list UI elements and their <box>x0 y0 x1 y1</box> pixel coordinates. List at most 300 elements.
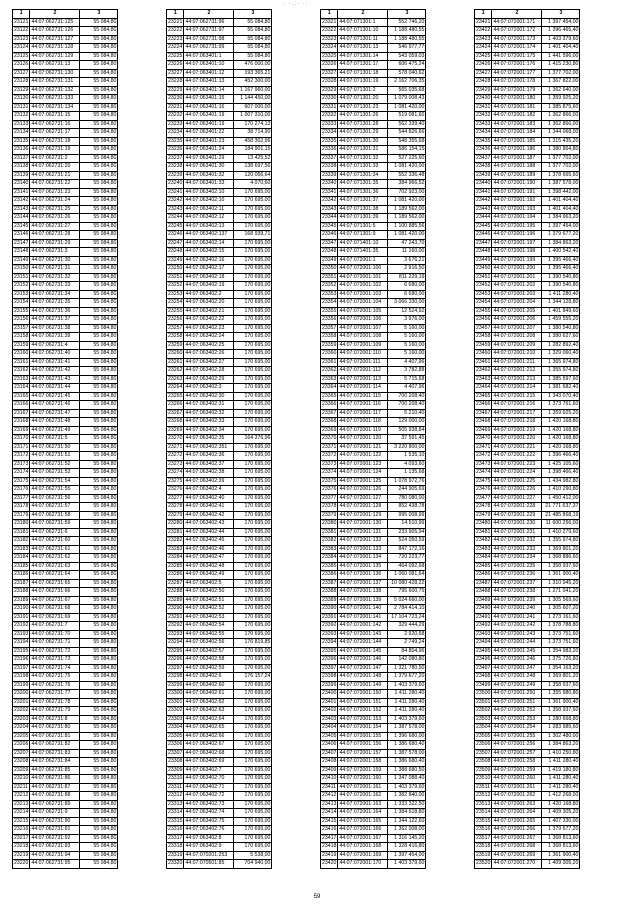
table-row <box>321 741 426 750</box>
row-number: 23518 <box>476 843 491 849</box>
cadastral-value: 55 084,80 <box>80 562 118 571</box>
row-number: 23348 <box>322 248 337 254</box>
row-number: 23331 <box>322 103 337 110</box>
column-header-row <box>13 10 118 19</box>
cadastral-number: 44:07:062731:2 <box>30 154 80 163</box>
table-row <box>167 613 272 622</box>
row-number: 23349 <box>322 256 337 263</box>
table-row <box>475 520 580 529</box>
table-row <box>475 426 580 435</box>
row-number: 23387 <box>322 579 337 586</box>
cadastral-value: 1 329 060,40 <box>542 350 580 359</box>
cadastral-number: 44:07:062731:45 <box>30 392 80 401</box>
cadastral-number: 44:07:062731:8 <box>30 715 80 724</box>
cadastral-value: 55 084,80 <box>80 61 118 70</box>
cadastral-number: 44:07:062731:13 <box>30 61 80 70</box>
cadastral-value: 170 695,00 <box>234 834 272 843</box>
row-number: 23417 <box>322 834 337 841</box>
row-number: 23308 <box>168 758 183 764</box>
cadastral-number: 44:07:062731:131 <box>30 78 80 87</box>
table-row <box>167 137 272 146</box>
cadastral-value: 55 084,80 <box>80 647 118 656</box>
table-row <box>475 698 580 707</box>
cadastral-value: 1 355 974,80 <box>542 537 580 546</box>
cadastral-number: 44:07:072001:266 <box>492 826 542 835</box>
cadastral-number: 44:07:072001:179 <box>492 86 542 95</box>
row-number: 23185 <box>14 562 29 569</box>
cadastral-number: 44:07:072001:175 <box>492 52 542 61</box>
row-number: 23320 <box>168 860 183 866</box>
row-number: 23298 <box>168 673 183 679</box>
row-number: 23225 <box>168 52 183 59</box>
row-number: 23302 <box>168 707 183 713</box>
cadastral-number: 44:07:062731:132 <box>30 86 80 95</box>
table-row <box>475 418 580 427</box>
cadastral-value: 562 339,40 <box>388 120 426 129</box>
cadastral-number: 44:07:071301:34 <box>338 171 388 180</box>
cadastral-number: 44:07:063402:137 <box>184 231 234 240</box>
table-body <box>475 10 580 869</box>
cadastral-number: 44:07:072001:212 <box>492 367 542 376</box>
cadastral-value: 55 084,80 <box>80 435 118 444</box>
table-row <box>13 817 118 826</box>
row-number: 23426 <box>476 61 491 67</box>
cadastral-number: 44:07:063402:15 <box>184 248 234 257</box>
row-number: 23399 <box>322 681 337 688</box>
cadastral-value: 170 695,00 <box>234 358 272 367</box>
cadastral-value: 1 358 937,60 <box>542 681 580 690</box>
cadastral-value: 55 084,80 <box>80 698 118 707</box>
table-row <box>167 681 272 690</box>
cadastral-value: 170 695,00 <box>234 741 272 750</box>
row-number: 23272 <box>168 452 183 458</box>
row-number: 23365 <box>322 392 337 399</box>
cadastral-number: 44:07:063402:39 <box>184 477 234 486</box>
cadastral-number: 44:07:063402:52 <box>184 605 234 614</box>
cadastral-number: 44:07:063402:47 <box>184 554 234 563</box>
table-row <box>321 44 426 53</box>
cadastral-value: 1 344 068,00 <box>542 129 580 138</box>
cadastral-number: 44:07:062731:78 <box>30 698 80 707</box>
table-row <box>475 146 580 155</box>
cadastral-number: 44:07:063401:22 <box>184 129 234 138</box>
cadastral-value: 1 380 540,80 <box>542 324 580 333</box>
cadastral-number: 44:07:063401:10 <box>184 61 234 70</box>
cadastral-value: 55 084,80 <box>80 783 118 792</box>
row-number: 23367 <box>322 409 337 416</box>
row-number: 23291 <box>168 613 183 620</box>
table-row <box>167 222 272 231</box>
cadastral-number: 44:07:063402:67 <box>184 741 234 750</box>
cadastral-number: 44:07:062731:76 <box>30 681 80 690</box>
cadastral-value: 1 403 379,60 <box>388 860 426 869</box>
table-row <box>321 409 426 418</box>
table-row <box>321 826 426 835</box>
row-number: 23460 <box>476 350 491 356</box>
row-number: 23473 <box>476 460 491 467</box>
row-number: 23288 <box>168 588 183 594</box>
table-row <box>167 860 272 869</box>
cadastral-number: 44:07:072001:184 <box>492 129 542 138</box>
table-row <box>167 545 272 554</box>
cadastral-value: 170 695,00 <box>234 800 272 809</box>
row-number: 23394 <box>322 639 337 645</box>
table-row <box>13 180 118 189</box>
cadastral-number: 44:07:062731:63 <box>30 562 80 571</box>
row-number: 23253 <box>168 290 183 297</box>
cadastral-value: 1 302 480,00 <box>542 732 580 741</box>
table-row <box>475 817 580 826</box>
row-number: 23286 <box>168 571 183 577</box>
cadastral-value: 233 905,94 <box>388 528 426 537</box>
cadastral-number: 44:07:071301:38 <box>338 205 388 214</box>
table-row <box>321 265 426 274</box>
table-row <box>13 103 118 112</box>
cadastral-number: 44:07:062731:58 <box>30 511 80 520</box>
table-row <box>475 358 580 367</box>
cadastral-value: 1 273 161,60 <box>542 613 580 622</box>
cadastral-value: 55 084,80 <box>80 681 118 690</box>
cadastral-number: 44:07:072001:198 <box>492 248 542 257</box>
cadastral-value: 55 084,80 <box>80 673 118 682</box>
row-number: 23138 <box>14 163 29 169</box>
table-row <box>13 681 118 690</box>
cadastral-number: 44:07:062731:96 <box>184 18 234 27</box>
cadastral-value: 55 084,80 <box>80 154 118 163</box>
cadastral-number: 44:07:062731:39 <box>30 333 80 342</box>
table-row <box>321 112 426 121</box>
table-row <box>321 749 426 758</box>
table-row <box>13 358 118 367</box>
cadastral-number: 44:07:072001:116 <box>338 401 388 410</box>
table-row <box>321 137 426 146</box>
row-number: 23247 <box>168 239 183 246</box>
cadastral-value: 55 084,80 <box>80 316 118 325</box>
cadastral-value: 170 695,00 <box>234 290 272 299</box>
cadastral-value: 55 084,80 <box>80 273 118 282</box>
cadastral-number: 44:07:062731:27 <box>30 222 80 231</box>
table-row <box>321 120 426 129</box>
cadastral-number: 44:07:071301:14 <box>338 52 388 61</box>
cadastral-number: 44:07:071301:26 <box>338 112 388 121</box>
table-row <box>475 596 580 605</box>
row-number: 23336 <box>322 146 337 152</box>
cadastral-value: 55 084,80 <box>80 426 118 435</box>
cadastral-value: 5 160,00 <box>388 341 426 350</box>
table-row <box>13 222 118 231</box>
table-row <box>13 52 118 61</box>
table-row <box>321 384 426 393</box>
cadastral-value: 55 084,80 <box>80 732 118 741</box>
cadastral-value: 170 695,00 <box>234 656 272 665</box>
table-row <box>13 588 118 597</box>
cadastral-number: 44:07:063402:27 <box>184 358 234 367</box>
register-table-block-3 <box>320 9 426 869</box>
row-number: 23169 <box>14 426 29 433</box>
cadastral-value: 1 411 280,40 <box>542 758 580 767</box>
row-number: 23248 <box>168 248 183 254</box>
row-number: 23360 <box>322 350 337 356</box>
cadastral-value: 1 420 168,80 <box>542 418 580 427</box>
cadastral-value: 1 369 801,20 <box>542 673 580 682</box>
row-number: 23301 <box>168 698 183 705</box>
cadastral-number: 44:07:062731:22 <box>30 180 80 189</box>
cadastral-value: 170 695,00 <box>234 766 272 775</box>
row-number: 23416 <box>322 826 337 832</box>
cadastral-value: 55 084,80 <box>80 477 118 486</box>
table-row <box>475 307 580 316</box>
table-row <box>475 503 580 512</box>
table-row <box>167 248 272 257</box>
row-number: 23137 <box>14 154 29 161</box>
cadastral-number: 44:07:072001:190 <box>492 180 542 189</box>
cadastral-number: 44:07:072001:101 <box>338 273 388 282</box>
register-table-block-4 <box>474 9 580 869</box>
cadastral-number: 44:07:070501:85 <box>184 860 234 869</box>
table-row <box>321 188 426 197</box>
table-row <box>475 647 580 656</box>
table-row <box>13 698 118 707</box>
table-row <box>167 817 272 826</box>
table-row <box>167 783 272 792</box>
table-row <box>475 673 580 682</box>
row-number: 23143 <box>14 205 29 212</box>
row-number: 23346 <box>322 231 337 237</box>
row-number: 23482 <box>476 537 491 543</box>
row-number: 23221 <box>168 18 183 25</box>
row-number: 23506 <box>476 741 491 747</box>
table-row <box>167 273 272 282</box>
cadastral-value: 1 381 682,40 <box>542 384 580 393</box>
cadastral-value: 55 084,80 <box>80 418 118 427</box>
cadastral-number: 44:07:062731:95 <box>30 860 80 869</box>
row-number: 23494 <box>476 639 491 645</box>
table-row <box>13 188 118 197</box>
cadastral-value: 329 444,29 <box>388 622 426 631</box>
table-row <box>321 843 426 852</box>
cadastral-value: 55 084,80 <box>80 834 118 843</box>
row-number: 23432 <box>476 112 491 118</box>
table-row <box>13 239 118 248</box>
row-number: 23175 <box>14 477 29 484</box>
table-row <box>321 503 426 512</box>
table-row <box>475 758 580 767</box>
cadastral-value: 1 188 480,55 <box>388 35 426 44</box>
cadastral-value: 170 695,00 <box>234 375 272 384</box>
cadastral-number: 44:07:071301:35 <box>338 180 388 189</box>
table-row <box>13 61 118 70</box>
cadastral-number: 44:07:063402:33 <box>184 418 234 427</box>
row-number: 23166 <box>14 401 29 407</box>
table-row <box>13 664 118 673</box>
row-number: 23178 <box>14 503 29 509</box>
table-row <box>321 715 426 724</box>
table-row <box>167 180 272 189</box>
cadastral-value: 170 695,00 <box>234 732 272 741</box>
cadastral-number: 44:07:072001:136 <box>338 571 388 580</box>
cadastral-value: 1 368 886,60 <box>542 554 580 563</box>
cadastral-value: 55 084,80 <box>80 392 118 401</box>
cadastral-value: 1 358 937,60 <box>542 707 580 716</box>
cadastral-value: 170 695,00 <box>234 681 272 690</box>
cadastral-number: 44:07:063402:59 <box>184 664 234 673</box>
cadastral-number: 44:07:072001:114 <box>338 384 388 393</box>
cadastral-number: 44:07:072001:118 <box>338 418 388 427</box>
cadastral-value: 1 373 751,60 <box>542 630 580 639</box>
cadastral-number: 44:07:072001:108 <box>338 333 388 342</box>
cadastral-value: 1 401 404,40 <box>542 44 580 53</box>
row-number: 23249 <box>168 256 183 263</box>
row-number: 23393 <box>322 630 337 637</box>
cadastral-number: 44:07:072001:250 <box>492 690 542 699</box>
row-number: 23203 <box>14 715 29 722</box>
cadastral-value: 1 411 280,40 <box>542 783 580 792</box>
row-number: 23182 <box>14 537 29 543</box>
table-row <box>167 205 272 214</box>
cadastral-number: 44:07:072001:207 <box>492 324 542 333</box>
table-row <box>321 809 426 818</box>
table-body <box>321 10 426 869</box>
row-number: 23121 <box>14 18 29 25</box>
cadastral-value: 170 695,00 <box>234 418 272 427</box>
cadastral-value: 55 084,80 <box>80 35 118 44</box>
cadastral-value: 170 695,00 <box>234 443 272 452</box>
cadastral-value: 55 084,80 <box>80 239 118 248</box>
row-number: 23142 <box>14 197 29 203</box>
table-row <box>321 477 426 486</box>
cadastral-value: 55 084,80 <box>80 724 118 733</box>
row-number: 23180 <box>14 520 29 526</box>
row-number: 23219 <box>14 851 29 858</box>
table-row <box>13 324 118 333</box>
cadastral-number: 44:07:063402:72 <box>184 792 234 801</box>
cadastral-value: 84 804,96 <box>388 647 426 656</box>
cadastral-number: 44:07:062731:19 <box>30 146 80 155</box>
cadastral-value: 1 395 466,40 <box>542 256 580 265</box>
table-row <box>475 375 580 384</box>
row-number: 23498 <box>476 673 491 679</box>
table-row <box>167 775 272 784</box>
cadastral-number: 44:07:072001:215 <box>492 392 542 401</box>
row-number: 23144 <box>14 214 29 220</box>
table-row <box>475 384 580 393</box>
row-number: 23362 <box>322 367 337 373</box>
cadastral-number: 44:07:072001:205 <box>492 307 542 316</box>
cadastral-value: 55 084,80 <box>80 843 118 852</box>
cadastral-value: 4 093,60 <box>388 460 426 469</box>
table-row <box>167 477 272 486</box>
cadastral-value: 55 084,80 <box>80 622 118 631</box>
cadastral-number: 44:07:072001:208 <box>492 333 542 342</box>
cadastral-value: 55 084,80 <box>80 571 118 580</box>
table-row <box>321 613 426 622</box>
table-row <box>13 613 118 622</box>
table-row <box>13 732 118 741</box>
row-number: 23474 <box>476 469 491 475</box>
cadastral-value: 11 160,00 <box>388 248 426 257</box>
row-number: 23260 <box>168 350 183 356</box>
row-number: 23505 <box>476 732 491 739</box>
cadastral-value: 1 344 122,60 <box>388 817 426 826</box>
row-number: 23168 <box>14 418 29 424</box>
cadastral-value: 1 378 665,60 <box>542 171 580 180</box>
row-number: 23427 <box>476 69 491 76</box>
cadastral-number: 44:07:071301:10 <box>338 27 388 36</box>
row-number: 23267 <box>168 409 183 416</box>
row-number: 23507 <box>476 749 491 756</box>
row-number: 23136 <box>14 146 29 152</box>
table-row <box>321 783 426 792</box>
row-number: 23294 <box>168 639 183 645</box>
row-number: 23335 <box>322 137 337 144</box>
table-row <box>13 520 118 529</box>
row-number: 23222 <box>168 27 183 33</box>
row-number: 23156 <box>14 316 29 322</box>
row-number: 23226 <box>168 61 183 67</box>
table-row <box>13 137 118 146</box>
row-number: 23509 <box>476 766 491 773</box>
cadastral-value: 1 375 726,80 <box>542 656 580 665</box>
cadastral-value: 1 354 163,20 <box>542 664 580 673</box>
cadastral-number: 44:07:062731:127 <box>30 35 80 44</box>
cadastral-value: 170 695,00 <box>234 392 272 401</box>
cadastral-value: 1 396 680,00 <box>388 732 426 741</box>
row-number: 23207 <box>14 749 29 756</box>
table-row <box>475 18 580 27</box>
table-row <box>167 333 272 342</box>
table-row <box>475 622 580 631</box>
row-number: 23469 <box>476 426 491 433</box>
cadastral-number: 44:07:062731:77 <box>30 690 80 699</box>
cadastral-value: 10 080 428,22 <box>388 579 426 588</box>
cadastral-value: 55 084,80 <box>80 95 118 104</box>
table-row <box>475 681 580 690</box>
cadastral-value: 170 695,00 <box>234 783 272 792</box>
cadastral-number: 44:07:071301:11 <box>338 35 388 44</box>
cadastral-number: 44:07:062731:57 <box>30 503 80 512</box>
cadastral-value: 1 397 454,00 <box>542 18 580 27</box>
table-row <box>321 95 426 104</box>
row-number: 23463 <box>476 375 491 382</box>
cadastral-number: 44:07:072001:102 <box>338 282 388 291</box>
table-row <box>321 163 426 172</box>
cadastral-value: 1 396 466,40 <box>542 452 580 461</box>
row-number: 23380 <box>322 520 337 526</box>
table-row <box>321 214 426 223</box>
row-number: 23234 <box>168 129 183 135</box>
table-row <box>321 367 426 376</box>
cadastral-value: 1 403 379,60 <box>388 783 426 792</box>
cadastral-number: 44:07:072001:138 <box>338 588 388 597</box>
table-row <box>475 486 580 495</box>
table-row <box>13 537 118 546</box>
cadastral-value: 170 695,00 <box>234 622 272 631</box>
row-number: 23151 <box>14 273 29 280</box>
table-row <box>167 460 272 469</box>
cadastral-number: 44:07:072001:270 <box>492 860 542 869</box>
row-number: 23468 <box>476 418 491 424</box>
row-number: 23265 <box>168 392 183 399</box>
cadastral-value: 244 905,69 <box>388 486 426 495</box>
table-row <box>13 741 118 750</box>
cadastral-number: 44:07:072001:234 <box>492 554 542 563</box>
table-row <box>167 486 272 495</box>
row-number: 23270 <box>168 435 183 441</box>
cadastral-value: 170 695,00 <box>234 316 272 325</box>
cadastral-number: 44:07:072001:141 <box>338 613 388 622</box>
column-header: 2 <box>338 10 388 19</box>
cadastral-number: 44:07:062731:24 <box>30 197 80 206</box>
